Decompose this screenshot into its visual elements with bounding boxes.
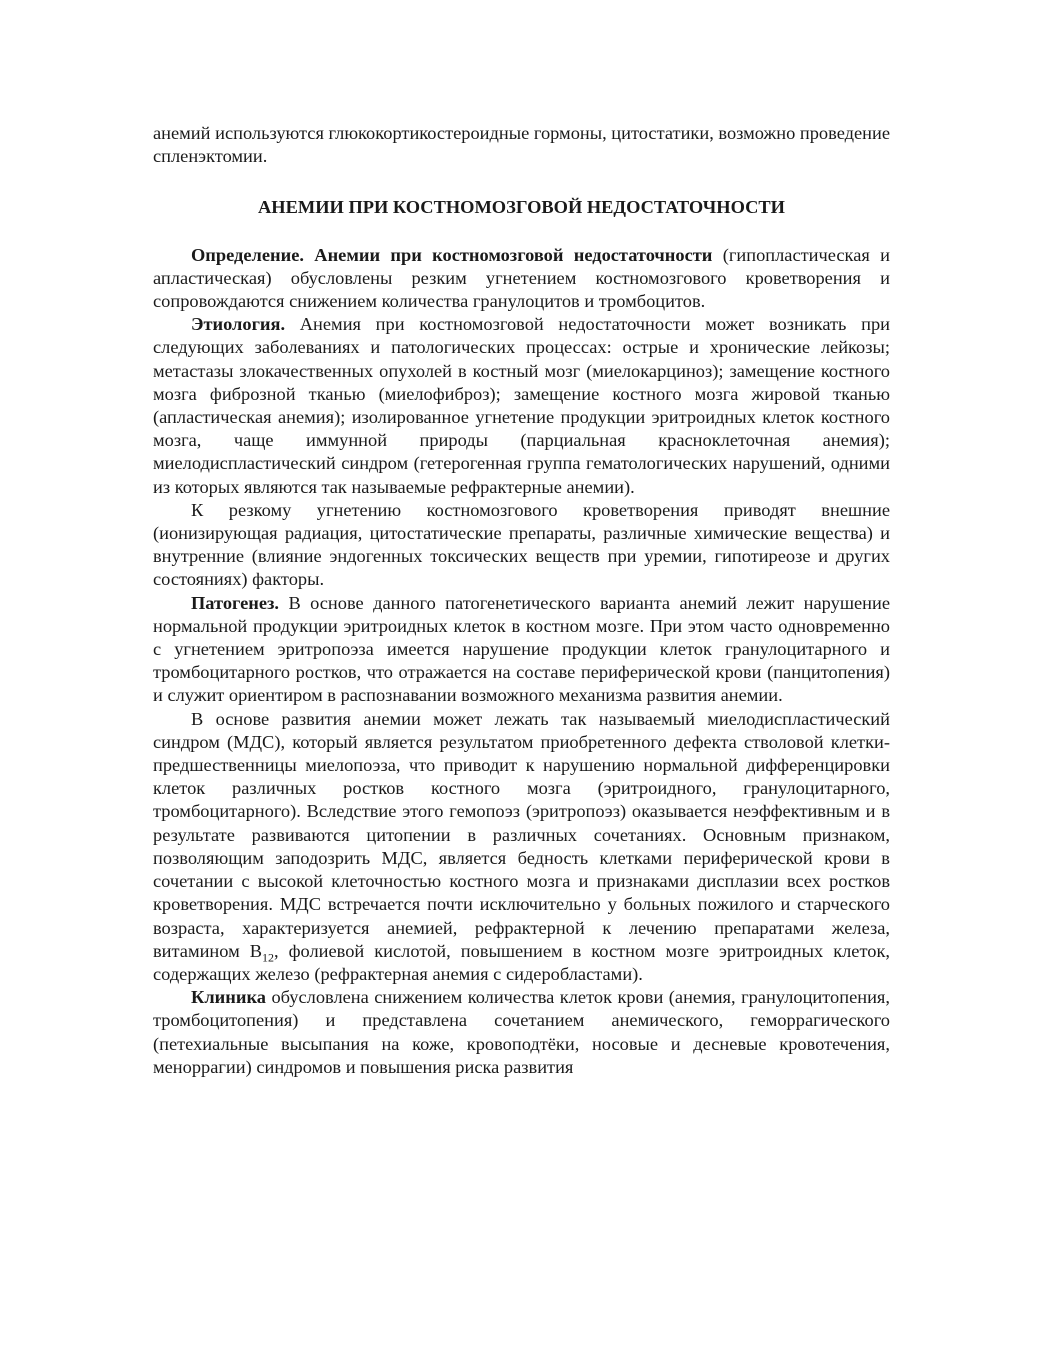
etiology-text: Анемия при костномозговой недостаточности может возникать при следующих заболеваниях и патологических процессах: острые и хронические лейкозы; метастазы злокачественных опухолей в костный мозг (миелокарциноз); замещение костного мозга фиброзной тканью (миелофиброз); замещение костного мозга жировой тканью (апластическая анемия); изолированное угнетение продукции эритроидных клеток костного мозга, чаще иммунной природы (парциальная красноклеточная анемия); миелодиспластический синдром (гетерогенная группа гематологических нарушений, одними из которых являются так называемые рефрактерные анемии). bbox=[153, 314, 890, 497]
definition-text: (гипопластическая и апластическая) обусловлены резким угнетением костномозгового кроветворения и сопровождаются снижением количества гранулоцитов и тромбоцитов. bbox=[153, 244, 890, 312]
vitamin-subscript: 12 bbox=[262, 950, 275, 965]
etiology-paragraph bbox=[153, 313, 890, 499]
document-page bbox=[153, 122, 890, 1079]
clinic-text: обусловлена снижением количества клеток крови (анемия, гранулоцитопения, тромбоцитопения) и представлена сочетанием анемического, геморрагического (петехиальные высыпания на коже, кровоподтёки, носовые и десневые кровотечения, меноррагии) синдромов и повышения риска развития bbox=[153, 987, 890, 1077]
pathogenesis-text: В основе данного патогенетического варианта анемий лежит нарушение нормальной продукции эритроидных клеток в костном мозге. При этом часто одновременно с угнетением эритропоэза имеется нарушение продукции клеток гранулоцитарного и тромбоцитарного ростков, что отражается на составе периферической крови (панцитопения) и служит ориентиром в распознавании возможного механизма развития анемии. bbox=[153, 592, 890, 706]
clinic-label: Клиника bbox=[191, 987, 266, 1008]
factors-paragraph: К резкому угнетению костномозгового кроветворения приводят внешние (ионизирующая радиация, цитостатические препараты, различные химические вещества) и внутренние (влияние эндогенных токсических веществ при уремии, гипотиреозе и других состояниях) факторы. bbox=[153, 499, 890, 590]
definition-term: Анемии при костномозговой недостаточности bbox=[314, 244, 713, 265]
definition-paragraph bbox=[153, 244, 890, 314]
mds-text-before: В основе развития анемии может лежать так называемый миелодиспластический синдром (МДС), который является результатом приобретенного дефекта стволовой клетки-предшественницы миелопоэза, что приводит к нарушению нормальной дифференцировки клеток различных ростков костного мозга (эритроидного, гранулоцитарного, тромбоцитарного). Вследствие этого гемопоэз (эритропоэз) оказывается неэффективным и в результате развиваются цитопении в различных сочетаниях. Основным признаком, позволяющим заподозрить МДС, является бедность клетками периферической крови в сочетании с высокой клеточностью костного мозга и признаками дисплазии всех ростков кроветворения. МДС встречается почти исключительно у больных пожилого и старческого возраста, характеризуется анемией, рефрактерной к лечению препаратами железа, витамином B bbox=[153, 708, 890, 961]
etiology-label: Этиология. bbox=[191, 314, 286, 335]
pathogenesis-label: Патогенез. bbox=[191, 592, 280, 613]
mds-paragraph bbox=[153, 708, 890, 986]
section-heading: АНЕМИИ ПРИ КОСТНОМОЗГОВОЙ НЕДОСТАТОЧНОСТИ bbox=[258, 197, 785, 218]
definition-label: Определение. bbox=[191, 244, 304, 265]
clinic-paragraph bbox=[153, 986, 890, 1079]
mds-text-after: , фолиевой кислотой, повышением в костном мозге эритроидных клеток, содержащих железо (рефрактерная анемия с сидеробластами). bbox=[153, 940, 890, 984]
pathogenesis-paragraph bbox=[153, 592, 890, 708]
intro-paragraph: анемий используются глюкокортикостероидные гормоны, цитостатики, возможно проведение спленэктомии. bbox=[153, 123, 890, 167]
